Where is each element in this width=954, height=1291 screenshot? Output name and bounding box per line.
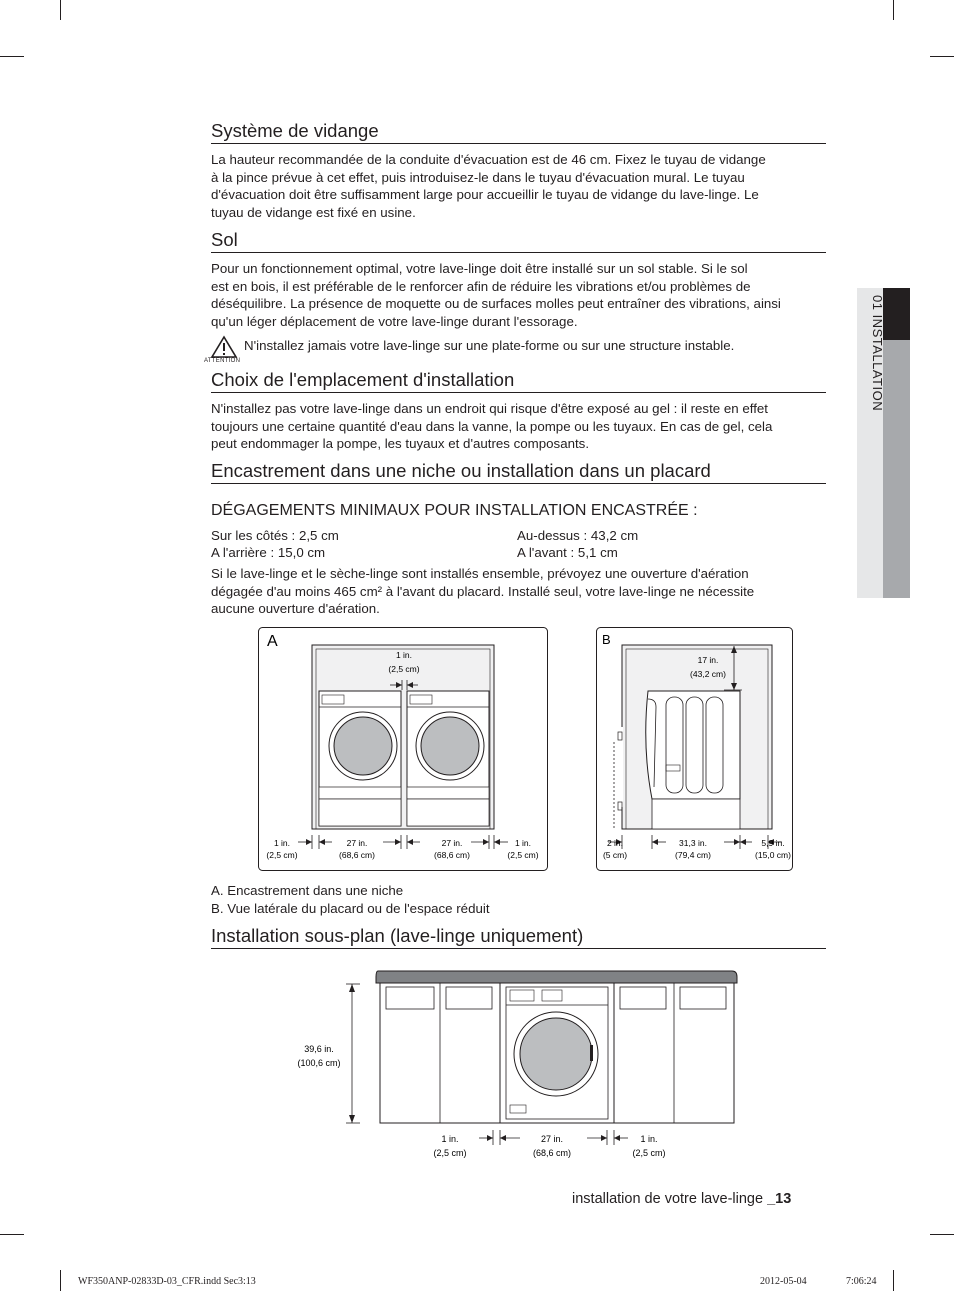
svg-text:(2,5 cm): (2,5 cm) bbox=[388, 664, 420, 674]
page-footer bbox=[572, 1191, 791, 1207]
floor-paragraph: Pour un fonctionnement optimal, votre lave-linge doit être installé sur un sol stable. Si le sol est en bois, il est préférable de le renforcer afin de réduire les vibrations et/ou problèmes de déséquilibre. La présence de moquette ou de surfaces molles peut entraîner des vibrations, ainsi qu'un léger déplacement de votre lave-linge durant l'essorage. bbox=[211, 261, 781, 329]
svg-text:(68,6 cm): (68,6 cm) bbox=[339, 850, 375, 860]
svg-text:(68,6 cm): (68,6 cm) bbox=[434, 850, 470, 860]
clearance-rear: A l'arrière : 15,0 cm bbox=[211, 545, 326, 560]
svg-text:39,6 in.: 39,6 in. bbox=[304, 1044, 334, 1054]
svg-text:(68,6 cm): (68,6 cm) bbox=[532, 1148, 572, 1158]
crop-mark bbox=[60, 1270, 61, 1291]
figure-undercounter bbox=[280, 965, 750, 1165]
svg-text:1 in.: 1 in. bbox=[640, 1134, 658, 1144]
crop-mark bbox=[60, 0, 61, 20]
svg-text:17 in.: 17 in. bbox=[697, 655, 719, 665]
alcove-paragraph: Si le lave-linge et le sèche-linge sont installés ensemble, prévoyez une ouverture d'aération dégagée d'au moins 465 cm² à l'avant du placard. Installé seul, votre lave-linge ne nécessite aucune ouverture d'aération. bbox=[211, 566, 755, 617]
svg-text:(2,5 cm): (2,5 cm) bbox=[507, 850, 539, 860]
location-paragraph: N'installez pas votre lave-linge dans un endroit qui risque d'être exposé au gel : il reste en effet toujours une certaine quantité d'eau dans la vanne, la pompe ou les tuyaux. En cas de gel, cela peut endommager la pompe, les tuyaux et d'autres composants. bbox=[211, 401, 773, 452]
clearance-sides: Sur les côtés : 2,5 cm bbox=[211, 528, 339, 543]
figure-caption-a: A. Encastrement dans une niche bbox=[211, 883, 404, 898]
svg-text:(2,5 cm): (2,5 cm) bbox=[632, 1148, 666, 1158]
svg-text:(2,5 cm): (2,5 cm) bbox=[433, 1148, 467, 1158]
svg-text:27 in.: 27 in. bbox=[346, 838, 368, 848]
figure-caption-b: B. Vue latérale du placard ou de l'espace réduit bbox=[211, 901, 490, 916]
slug-filename: WF350ANP-02833D-03_CFR.indd Sec3:13 bbox=[78, 1276, 256, 1287]
section-title-location: Choix de l'emplacement d'installation bbox=[211, 369, 826, 393]
crop-mark bbox=[930, 1234, 954, 1235]
warning-text: N'installez jamais votre lave-linge sur une plate-forme ou sur une structure instable. bbox=[244, 338, 735, 353]
crop-mark bbox=[0, 1234, 24, 1235]
figure-a-label: A bbox=[267, 633, 278, 650]
warning-icon bbox=[204, 335, 244, 367]
svg-text:1 in.: 1 in. bbox=[273, 838, 291, 848]
svg-text:(2,5 cm): (2,5 cm) bbox=[266, 850, 298, 860]
clearance-top: Au-dessus : 43,2 cm bbox=[517, 528, 639, 543]
svg-text:(5 cm): (5 cm) bbox=[602, 850, 628, 860]
washer-front bbox=[319, 691, 401, 826]
svg-text:27 in.: 27 in. bbox=[540, 1134, 564, 1144]
svg-text:1 in.: 1 in. bbox=[514, 838, 532, 848]
page-number: _13 bbox=[767, 1191, 792, 1207]
slug-date: 2012-05-04 bbox=[760, 1276, 807, 1287]
warning-label: ATTENTION bbox=[204, 358, 241, 364]
section-title-undercounter: Installation sous-plan (lave-linge uniquement) bbox=[211, 925, 826, 949]
slug-time: 7:06:24 bbox=[846, 1276, 877, 1287]
section-title-alcove: Encastrement dans une niche ou installation dans un placard bbox=[211, 460, 826, 484]
svg-text:27 in.: 27 in. bbox=[441, 838, 463, 848]
svg-text:1 in.: 1 in. bbox=[395, 650, 413, 660]
crop-mark bbox=[0, 56, 24, 57]
svg-text:(79,4 cm): (79,4 cm) bbox=[675, 850, 711, 860]
footer-text: installation de votre lave-linge bbox=[572, 1191, 764, 1207]
svg-text:31,3 in.: 31,3 in. bbox=[679, 838, 707, 848]
crop-mark bbox=[893, 0, 894, 20]
washer-undercounter bbox=[500, 983, 614, 1123]
drain-paragraph: La hauteur recommandée de la conduite d'évacuation est de 46 cm. Fixez le tuyau de vidange à la pince prévue à cet effet, puis introduisez-le dans le tuyau d'évacuation mural. Le tuyau d'évacuation doit être suffisamment large pour accueillir le tuyau de vidange du lave-linge. Le tuyau de vidange est fixé en usine. bbox=[211, 152, 766, 220]
crop-mark bbox=[893, 1270, 894, 1291]
svg-text:5,9 in.: 5,9 in. bbox=[761, 838, 785, 848]
figure-alcove-front bbox=[258, 627, 548, 871]
washer-side bbox=[646, 691, 740, 829]
crop-mark bbox=[930, 56, 954, 57]
chapter-tab-label: 01 INSTALLATION bbox=[870, 295, 885, 412]
section-title-floor: Sol bbox=[211, 229, 826, 253]
dryer-front bbox=[407, 691, 489, 826]
svg-text:1 in.: 1 in. bbox=[441, 1134, 459, 1144]
figure-b-label: B bbox=[602, 632, 611, 647]
svg-text:2 in.: 2 in. bbox=[606, 838, 624, 848]
svg-text:(43,2 cm): (43,2 cm) bbox=[690, 669, 726, 679]
figure-closet-side bbox=[596, 627, 793, 871]
clearance-subtitle: DÉGAGEMENTS MINIMAUX POUR INSTALLATION ENCASTRÉE : bbox=[211, 502, 698, 519]
clearance-front: A l'avant : 5,1 cm bbox=[517, 545, 618, 560]
svg-text:(15,0 cm): (15,0 cm) bbox=[755, 850, 791, 860]
svg-text:(100,6 cm): (100,6 cm) bbox=[297, 1058, 341, 1068]
section-title-drain: Système de vidange bbox=[211, 120, 826, 144]
